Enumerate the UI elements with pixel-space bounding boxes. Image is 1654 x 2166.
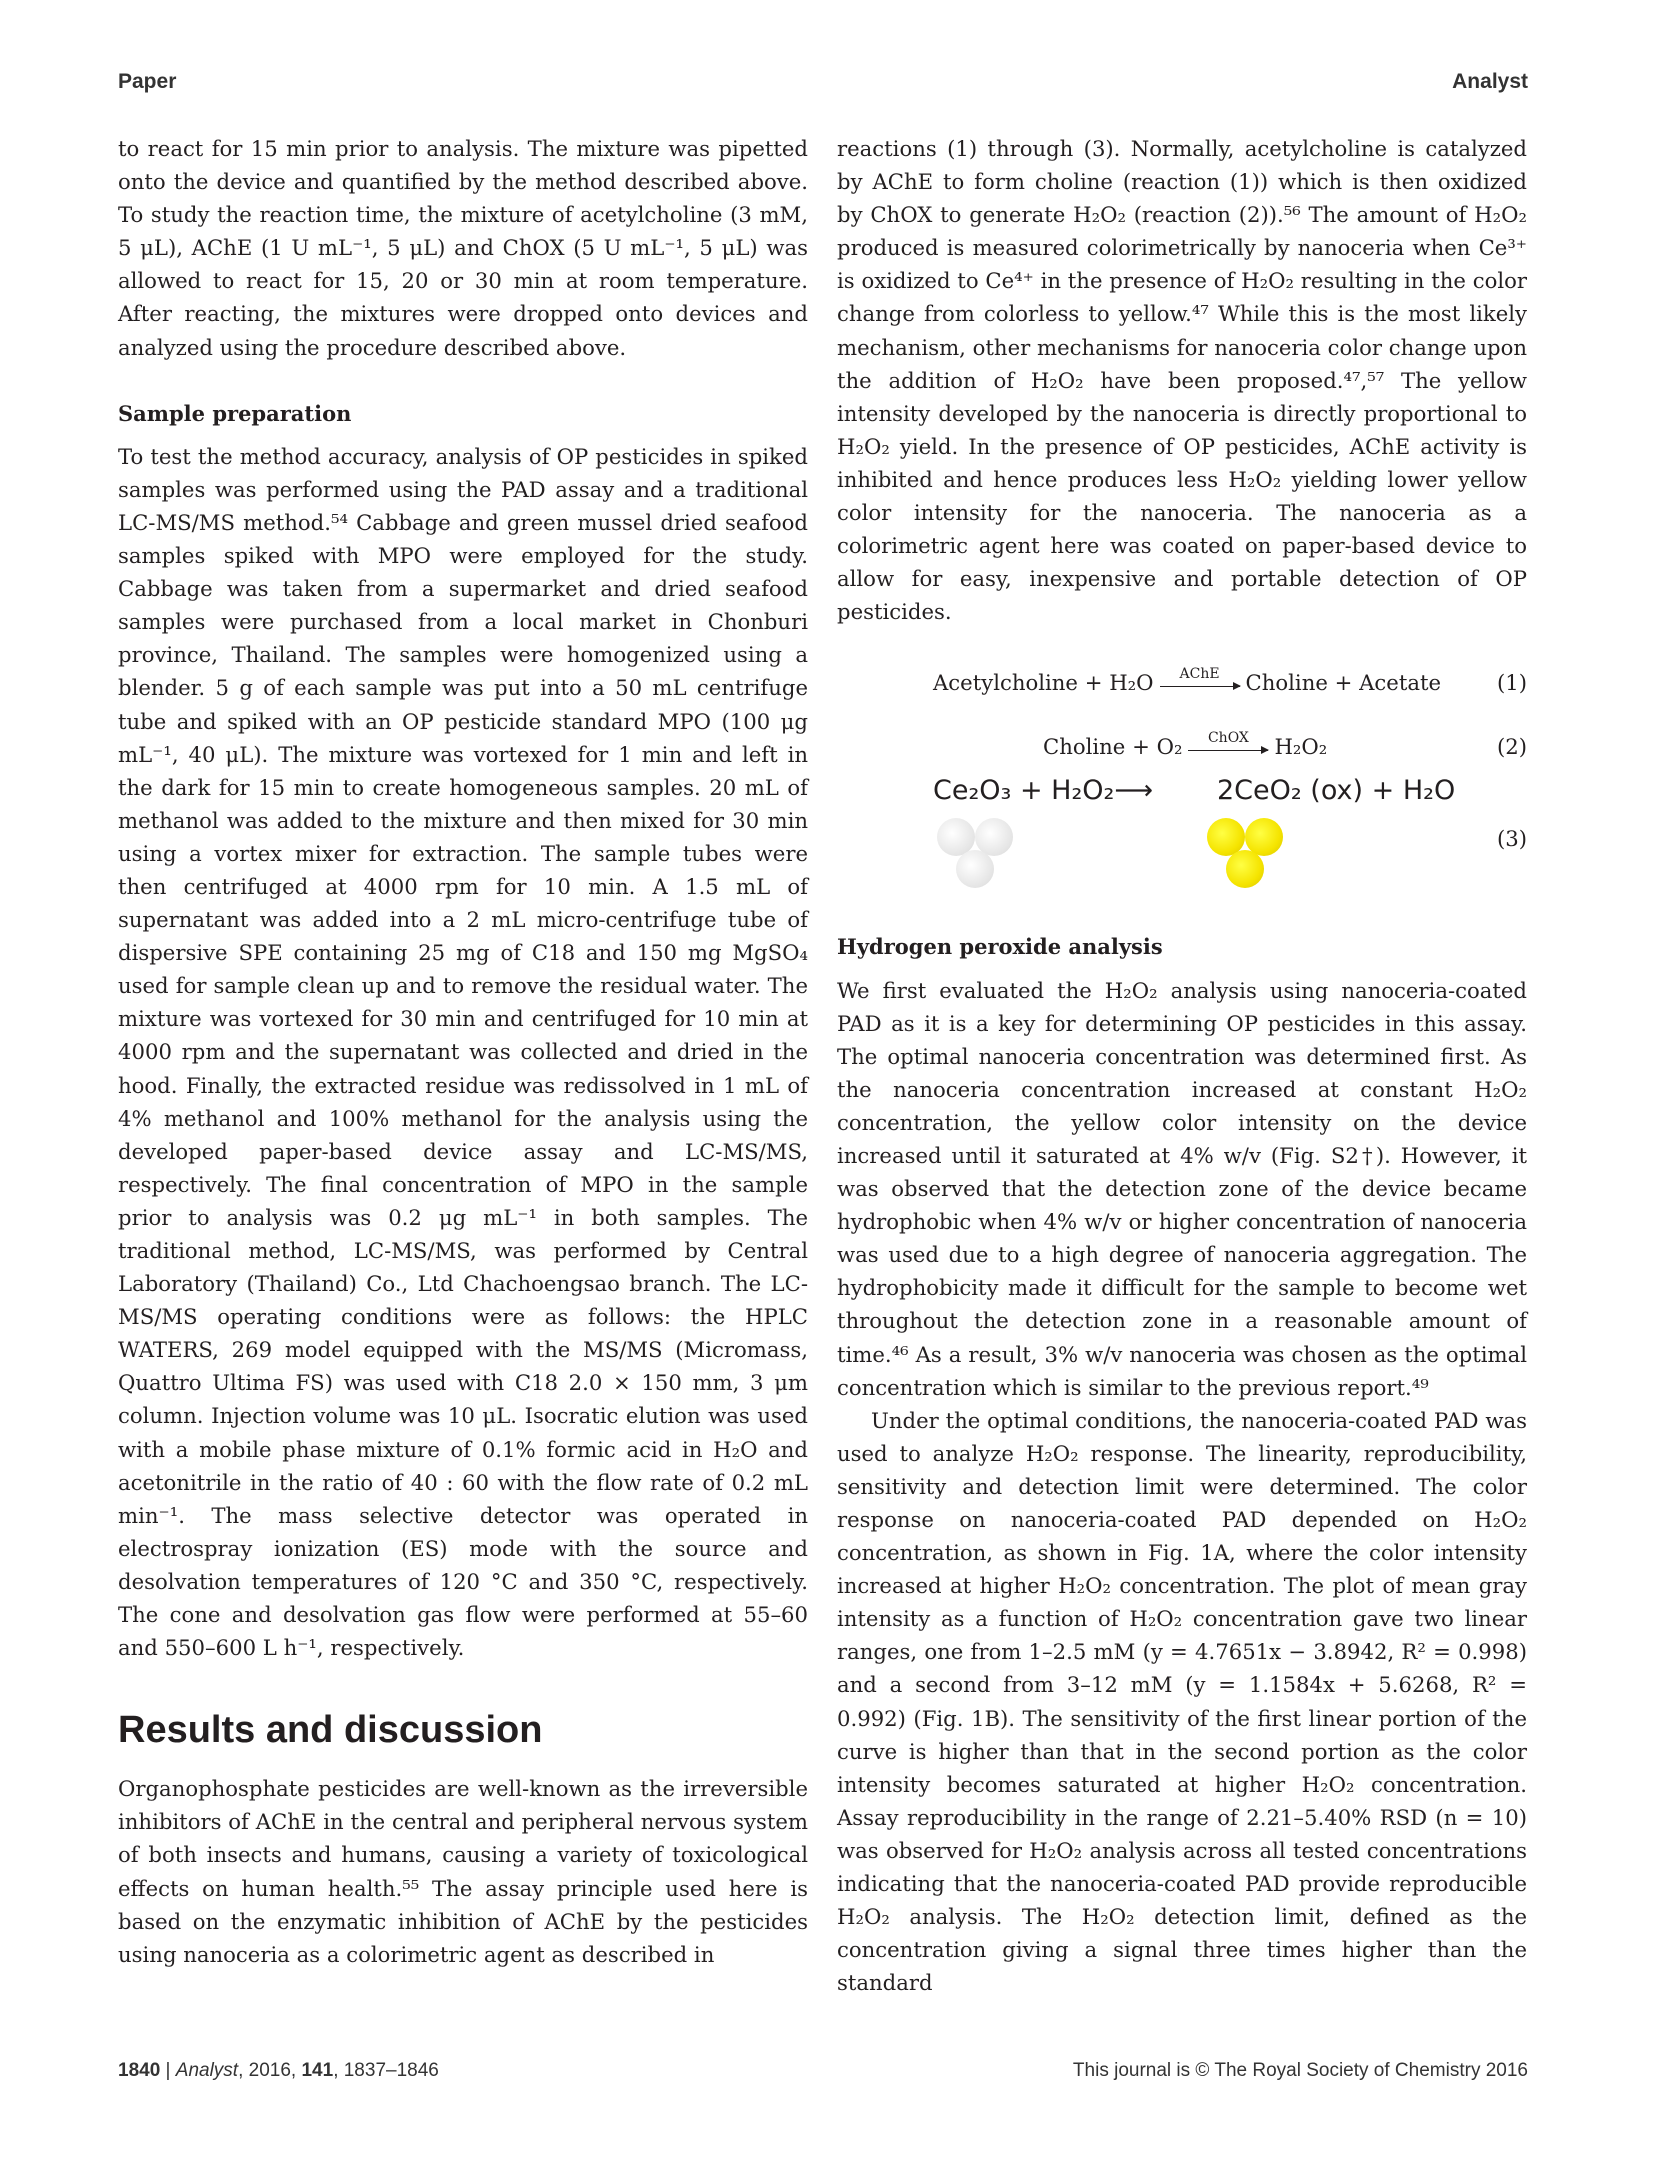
equation-2-enzyme: ChOX — [1207, 730, 1249, 747]
reaction-arrow — [1160, 666, 1240, 687]
equation-3-number: (3) — [1496, 826, 1527, 852]
heading-sample-preparation: Sample preparation — [118, 400, 352, 426]
right-column — [837, 132, 1527, 1999]
left-column — [118, 132, 808, 1971]
heading-results-and-discussion: Results and discussion — [118, 1709, 543, 1752]
yellow-nanoceria-particle — [1226, 850, 1264, 888]
heading-hydrogen-peroxide-analysis: Hydrogen peroxide analysis — [837, 934, 1163, 960]
paragraph-results-intro: Organophosphate pesticides are well-known as the irreversible inhibitors of AChE in the central and peripheral nervous system of both insects and humans, causing a variety of toxicological effects on human health.⁵⁵ The assay principle used here is based on the enzymatic inhibition of AChE by the pesticides using nanoceria as a colorimetric agent as described in — [118, 1776, 808, 1967]
equation-3-reactants: Ce₂O₃ + H₂O₂⟶ — [933, 775, 1154, 807]
equation-1 — [837, 646, 1527, 710]
equation-1-enzyme: AChE — [1179, 666, 1220, 683]
paragraph-nanoceria-optimization: We first evaluated the H₂O₂ analysis using nanoceria-coated PAD as it is a key for determining OP pesticides in this assay. The optimal nanoceria concentration was determined first. As the nanoceria concentration increased at constant H₂O₂ concentration, the yellow color intensity on the device increased until it saturated at 4% w/v (Fig. S2†). However, it was observed that the detection zone of the device became hydrophobic when 4% w/v or higher concentration of nanoceria was used due to a high degree of nanoceria aggregation. The hydrophobicity made it difficult for the sample to become wet throughout the detection zone in a reasonable amount of time.⁴⁶ As a result, 3% w/v nanoceria was chosen as the optimal concentration which is similar to the previous report.⁴⁹ — [837, 977, 1527, 1400]
equation-1-reactants: Acetylcholine + H₂O — [933, 670, 1154, 696]
page-number: 1840 — [118, 2060, 161, 2081]
equation-3-products: 2CeO₂ (ox) + H₂O — [1217, 775, 1456, 807]
running-header-section: Paper — [118, 70, 177, 93]
running-header-journal: Analyst — [1452, 70, 1528, 93]
equation-2-reactants: Choline + O₂ — [1043, 734, 1183, 760]
equation-1-products: Choline + Acetate — [1245, 670, 1442, 696]
page-range: , 1837–1846 — [333, 2060, 439, 2081]
paragraph-mechanism: reactions (1) through (3). Normally, acetylcholine is catalyzed by AChE to form choline (reaction (1)) which is then oxidized by ChOX to generate H₂O₂ (reaction (2)).⁵⁶ The amount of H₂O₂ produced is measured colorimetrically by nanoceria when Ce³⁺ is oxidized to Ce⁴⁺ in the presence of H₂O₂ resulting in the color change from colorless to yellow.⁴⁷ While this is the most likely mechanism, other mechanisms for nanoceria color change upon the addition of H₂O₂ have been proposed.⁴⁷,⁵⁷ The yellow intensity developed by the nanoceria is directly proportional to H₂O₂ yield. In the presence of OP pesticides, AChE activity is inhibited and hence produces less H₂O₂ yielding lower yellow color intensity for the nanoceria. The nanoceria as a colorimetric agent here was coated on paper-based device to allow for easy, inexpensive and portable detection of OP pesticides. — [837, 136, 1527, 625]
equation-3 — [837, 774, 1527, 914]
footer-citation: 1840 | Analyst, 2016, 141, 1837–1846 — [118, 2060, 439, 2081]
paragraph-method-end: to react for 15 min prior to analysis. The mixture was pipetted onto the device and quantified by the method described above. To study the reaction time, the mixture of acetylcholine (3 mM, 5 μL), AChE (1 U mL⁻¹, 5 μL) and ChOX (5 U mL⁻¹, 5 μL) was allowed to react for 15, 20 or 30 min at room temperature. After reacting, the mixtures were dropped onto devices and analyzed using the procedure described above. — [118, 136, 808, 360]
equation-2-number: (2) — [1496, 734, 1527, 760]
journal-name: Analyst — [175, 2060, 239, 2081]
volume: 141 — [301, 2060, 334, 2081]
footer-copyright: This journal is © The Royal Society of Chemistry 2016 — [1072, 2060, 1528, 2081]
colorless-nanoceria-particle — [956, 850, 994, 888]
equation-2 — [837, 710, 1527, 774]
equation-1-number: (1) — [1496, 670, 1527, 696]
paragraph-sample-preparation: To test the method accuracy, analysis of OP pesticides in spiked samples was performed using the PAD assay and a traditional LC-MS/MS method.⁵⁴ Cabbage and green mussel dried seafood samples spiked with MPO were employed for the study. Cabbage was taken from a supermarket and dried seafood samples were purchased from a local market in Chonburi province, Thailand. The samples were homogenized using a blender. 5 g of each sample was put into a 50 mL centrifuge tube and spiked with an OP pesticide standard MPO (100 μg mL⁻¹, 40 μL). The mixture was vortexed for 1 min and left in the dark for 15 min to create homogeneous samples. 20 mL of methanol was added to the mixture and then mixed for 30 min using a vortex mixer for extraction. The sample tubes were then centrifuged at 4000 rpm for 10 min. A 1.5 mL of supernatant was added into a 2 mL micro-centrifuge tube of dispersive SPE containing 25 mg of C18 and 150 mg MgSO₄ used for sample clean up and to remove the residual water. The mixture was vortexed for 30 min and centrifuged for 10 min at 4000 rpm and the supernatant was collected and dried in the hood. Finally, the extracted residue was redissolved in 1 mL of 4% methanol and 100% methanol for the analysis using the developed paper-based device assay and LC-MS/MS, respectively. The final concentration of MPO in the sample prior to analysis was 0.2 μg mL⁻¹ in both samples. The traditional method, LC-MS/MS, was performed by Central Laboratory (Thailand) Co., Ltd Chachoengsao branch. The LC-MS/MS operating conditions were as follows: the HPLC WATERS, 269 model equipped with the MS/MS (Micromass, Quattro Ultima FS) was used with C18 2.0 × 150 mm, 3 μm column. Injection volume was 10 μL. Isocratic elution was used with a mobile phase mixture of 0.1% formic acid in H₂O and acetonitrile in the ratio of 40 : 60 with the flow rate of 0.2 mL min⁻¹. The mass selective detector was operated in electrospray ionization (ES) mode with the source and desolvation temperatures of 120 °C and 350 °C, respectively. The cone and desolvation gas flow were performed at 55–60 and 550–600 L h⁻¹, respectively. — [118, 443, 808, 1661]
equation-2-products: H₂O₂ — [1274, 734, 1328, 760]
paragraph-h2o2-response: Under the optimal conditions, the nanoceria-coated PAD was used to analyze H₂O₂ response. The linearity, reproducibility, sensitivity and detection limit were determined. The color response on nanoceria-coated PAD depended on H₂O₂ concentration, as shown in Fig. 1A, where the color intensity increased at higher H₂O₂ concentration. The plot of mean gray intensity as a function of H₂O₂ concentration gave two linear ranges, one from 1–2.5 mM (y = 4.7651x − 3.8942, R² = 0.998) and a second from 3–12 mM (y = 1.1584x + 5.6268, R² = 0.992) (Fig. 1B). The sensitivity of the first linear portion of the curve is higher than that in the second portion as the color intensity becomes saturated at higher H₂O₂ concentration. Assay reproducibility in the range of 2.21–5.40% RSD (n = 10) was observed for H₂O₂ analysis across all tested concentrations indicating that the nanoceria-coated PAD provide reproducible H₂O₂ analysis. The H₂O₂ detection limit, defined as the concentration giving a signal three times higher than the standard — [837, 1407, 1527, 1996]
reaction-arrow — [1188, 730, 1268, 751]
